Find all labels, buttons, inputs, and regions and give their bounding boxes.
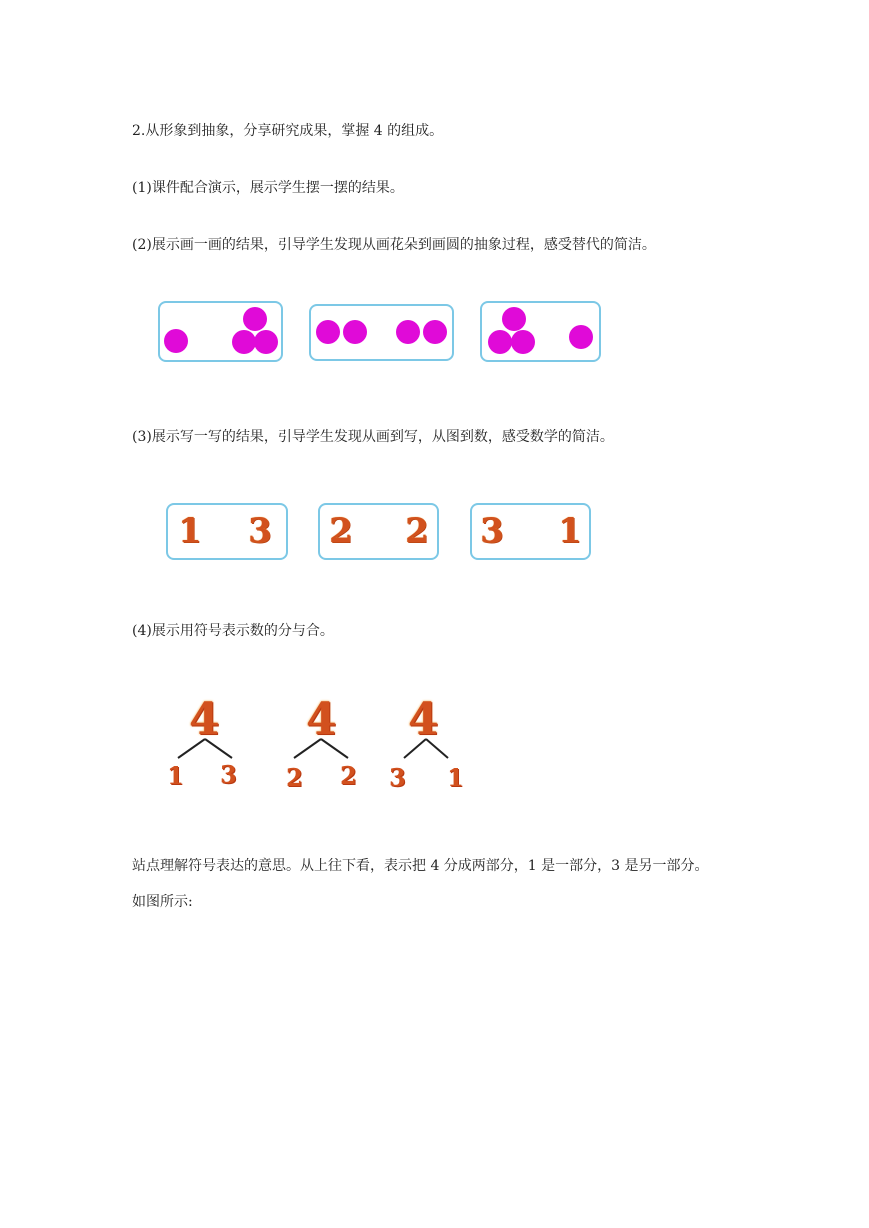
dot (232, 330, 256, 354)
step-4-text: (4)展示用符号表示数的分与合。 (132, 623, 334, 639)
tree-part-right: 2 (340, 761, 357, 790)
number-left: 2 (329, 511, 353, 551)
dot (254, 330, 278, 354)
dot-box-2-2 (309, 304, 454, 361)
tree-part-left: 1 (167, 761, 184, 790)
dot-box-1-3 (158, 301, 283, 362)
number-left: 1 (178, 511, 202, 551)
dot (488, 330, 512, 354)
step-3-text: (3)展示写一写的结果，引导学生发现从画到写，从图到数，感受数学的简洁。 (132, 429, 614, 445)
dot-box-3-1 (480, 301, 601, 362)
explanation-text: 站点理解符号表达的意思。从上往下看，表示把 4 分成两部分，1 是一部分，3 是另一部分。 (132, 858, 709, 874)
tree-part-right: 1 (447, 763, 464, 792)
dot (396, 320, 420, 344)
number-box-3-1 (470, 503, 591, 560)
step-2-text: (2)展示画一画的结果，引导学生发现从画花朵到画圆的抽象过程，感受替代的简洁。 (132, 237, 656, 253)
dot (343, 320, 367, 344)
dot (243, 307, 267, 331)
tree-branch-lines (291, 737, 351, 761)
dot (164, 329, 188, 353)
dot (511, 330, 535, 354)
tree-total: 4 (408, 694, 439, 745)
dot (316, 320, 340, 344)
tree-part-left: 2 (286, 763, 303, 792)
tree-total: 4 (189, 694, 220, 745)
as-shown-text: 如图所示: (132, 894, 193, 910)
number-box-2-2 (318, 503, 439, 560)
number-left: 3 (480, 511, 504, 551)
number-right: 2 (405, 511, 429, 551)
tree-part-left: 3 (389, 763, 406, 792)
tree-part-right: 3 (220, 760, 237, 789)
dot (502, 307, 526, 331)
tree-branch-lines (401, 737, 451, 761)
tree-total: 4 (306, 694, 337, 745)
dot (569, 325, 593, 349)
dot (423, 320, 447, 344)
section-heading: 2.从形象到抽象，分享研究成果，掌握 4 的组成。 (132, 123, 444, 139)
step-1-text: (1)课件配合演示，展示学生摆一摆的结果。 (132, 180, 404, 196)
number-right: 3 (248, 511, 272, 551)
number-box-1-3 (166, 503, 288, 560)
tree-branch-lines (175, 737, 235, 761)
number-right: 1 (558, 511, 582, 551)
